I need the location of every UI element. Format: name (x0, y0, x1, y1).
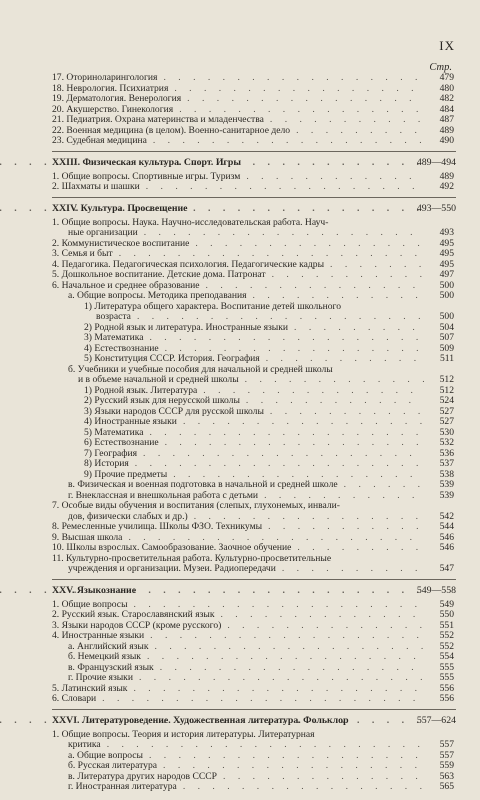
entry-page: 551 (439, 619, 454, 631)
entry-page: 539 (439, 489, 454, 501)
leader-dots (146, 182, 424, 193)
leader-dots (143, 449, 424, 460)
section-page-range: 557—624 (416, 714, 456, 726)
entry-page: 557 (439, 749, 454, 761)
section-title: XXV. Языкознание (52, 584, 137, 596)
leader-dots (149, 751, 424, 762)
entry-page: 536 (439, 447, 454, 459)
toc-entry (0, 449, 480, 460)
entry-page: 507 (439, 332, 454, 343)
section-heading (0, 715, 480, 727)
entry-page: 557 (439, 739, 454, 750)
page-number: IX (439, 38, 455, 53)
toc-entry (0, 354, 480, 365)
entry-title: 4) Естествознание (84, 342, 159, 354)
entry-page: 546 (439, 531, 454, 543)
section-title: XXVI. Литературоведение. Художественная литература. Фольклор (52, 714, 349, 726)
entry-title: 3. Языки народов СССР (кроме русского) (52, 619, 222, 631)
leader-dots (294, 323, 424, 334)
entry-title: 4) Иностранные языки (84, 416, 177, 427)
section-title: XXIII. Физическая культура. Спорт. Игры (52, 156, 241, 168)
entry-title: 2. Коммунистическое воспитание (52, 237, 190, 249)
entry-title: а. Общие вопросы. Методика преподавания (68, 290, 247, 301)
entry-title: 9. Высшая школа (52, 531, 123, 543)
leader-dots (268, 522, 424, 533)
entry-title: 2) Русский язык для нерусской школы (84, 395, 240, 406)
leader-dots (107, 740, 424, 751)
page-column-header: Стр. (429, 62, 452, 73)
toc-entry (0, 564, 480, 575)
leader-dots (160, 663, 424, 674)
entry-page: 511 (439, 353, 454, 364)
toc-entry (0, 740, 480, 751)
table-of-contents (0, 73, 480, 793)
leader-dots (155, 642, 424, 653)
section-heading (0, 157, 480, 169)
entry-title: 5. Латинский язык (52, 682, 128, 694)
entry-title: 6. Начальное и среднее образование (52, 279, 200, 291)
leader-dots (344, 480, 424, 491)
entry-page: 489 (439, 124, 454, 136)
entry-title: 6. Словари (52, 693, 97, 704)
entry-title: 9) Прочие предметы (84, 468, 168, 480)
leader-dots (150, 631, 424, 642)
entry-page: 549 (439, 598, 454, 610)
leader-dots (330, 260, 424, 271)
section-page-range: 489—494 (416, 156, 456, 168)
entry-title: г. Внеклассная и внешкольная работа с детьми (68, 489, 259, 501)
entry-page: 552 (439, 630, 454, 641)
entry-page: 492 (439, 181, 454, 192)
section-page-range: 493—550 (416, 202, 456, 214)
toc-entry (0, 610, 480, 621)
toc-entry (0, 302, 480, 313)
toc-entry (0, 782, 480, 793)
entry-page: 497 (439, 269, 454, 280)
entry-page: 539 (439, 479, 454, 490)
toc-entry (0, 407, 480, 418)
leader-dots (0, 715, 424, 726)
leader-dots (245, 375, 424, 386)
section-divider (52, 197, 456, 199)
entry-page: 495 (439, 248, 454, 259)
entry-page: 544 (439, 521, 454, 532)
section-heading (0, 585, 480, 597)
entry-title: 2) Родной язык и литература. Иностранные языки (84, 321, 289, 333)
entry-page: 479 (439, 72, 454, 83)
entry-title: 23. Судебная медицина (52, 135, 147, 146)
entry-title: 17. Оториноларингология (52, 72, 158, 83)
leader-dots (0, 157, 424, 168)
entry-title: 11. Культурно-просветительная работа. Культурно-просветительные (52, 552, 332, 564)
entry-title: 6) Естествознание (84, 437, 159, 448)
toc-entry (0, 543, 480, 554)
toc-entry (0, 417, 480, 428)
leader-dots (270, 115, 424, 126)
entry-title: 5) Математика (84, 426, 144, 438)
leader-dots (183, 417, 424, 428)
entry-page: 542 (439, 510, 454, 522)
entry-title: возраста (96, 311, 131, 322)
toc-entry (0, 438, 480, 449)
section-page-range: 549—558 (416, 584, 456, 596)
entry-page: 484 (439, 103, 454, 115)
leader-dots (102, 694, 424, 705)
entry-page: 527 (439, 405, 454, 417)
entry-title: а. Английский язык (68, 640, 149, 652)
entry-page: 565 (439, 781, 454, 792)
section-heading (0, 203, 480, 215)
toc-entry (0, 365, 480, 376)
entry-page: 527 (439, 416, 454, 427)
entry-page: 538 (439, 468, 454, 480)
entry-page: 500 (439, 279, 454, 291)
entry-page: 524 (439, 395, 454, 406)
leader-dots (135, 459, 424, 470)
entry-page: 509 (439, 342, 454, 354)
entry-title: 1. Общие вопросы. Спортивные игры. Туризм (52, 170, 241, 182)
entry-title: в. Французский язык (68, 661, 154, 673)
toc-entry (0, 386, 480, 397)
entry-title: 10. Школы взрослых. Самообразование. Заочное обучение (52, 542, 292, 553)
toc-entry (0, 673, 480, 684)
entry-page: 512 (439, 384, 454, 396)
leader-dots (183, 782, 424, 793)
entry-title: ные организации (68, 227, 138, 238)
leader-dots (246, 396, 424, 407)
entry-page: 537 (439, 458, 454, 469)
entry-page: 530 (439, 426, 454, 438)
entry-page: 487 (439, 114, 454, 125)
toc-entry (0, 761, 480, 772)
toc-entry (0, 323, 480, 334)
leader-dots (296, 126, 424, 137)
entry-title: б. Немецкий язык (68, 651, 141, 662)
entry-title: г. Прочие языки (68, 672, 133, 683)
entry-page: 500 (439, 311, 454, 322)
entry-title: в. Физическая и военная подготовка в начальной и средней школе (68, 479, 338, 490)
leader-dots (246, 172, 424, 183)
leader-dots (223, 772, 424, 783)
leader-dots (150, 428, 425, 439)
entry-title: и в объеме начальной и средней школы (78, 374, 239, 385)
leader-dots (163, 73, 424, 84)
entry-title: 8) История (84, 458, 129, 469)
leader-dots (174, 84, 424, 95)
entry-page: 559 (439, 760, 454, 771)
leader-dots (133, 684, 424, 695)
entry-title: 2. Шахматы и шашки (52, 181, 140, 192)
entry-title: 4. Педагогика. Педагогическая психология. Педагогические кадры (52, 258, 325, 270)
entry-title: 2. Русский язык. Старославянский язык (52, 609, 215, 620)
leader-dots (187, 94, 424, 105)
leader-dots (139, 673, 424, 684)
leader-dots (270, 407, 424, 418)
toc-entry (0, 228, 480, 239)
leader-dots (272, 270, 424, 281)
toc-entry (0, 652, 480, 663)
entry-page: 495 (439, 258, 454, 270)
toc-entry (0, 291, 480, 302)
entry-title: критика (68, 739, 101, 750)
toc-entry (0, 333, 480, 344)
entry-title: 22. Военная медицина (в целом). Военно-санитарное дело (52, 124, 291, 136)
entry-page: 490 (439, 135, 454, 146)
leader-dots (221, 610, 425, 621)
toc-entry (0, 270, 480, 281)
section-divider (52, 709, 456, 711)
leader-dots (150, 333, 425, 344)
entry-title: 19. Дерматология. Венерология (52, 93, 182, 104)
entry-title: г. Иностранная литература (68, 781, 177, 792)
entry-page: 512 (439, 374, 454, 385)
leader-dots (153, 136, 424, 147)
toc-entry (0, 694, 480, 705)
entry-page: 493 (439, 227, 454, 238)
entry-title: 5) Конституция СССР. История. География (84, 353, 260, 364)
entry-title: 3) Математика (84, 332, 144, 343)
toc-entry (0, 94, 480, 105)
toc-entry (0, 522, 480, 533)
entry-page: 480 (439, 82, 454, 94)
entry-page: 500 (439, 290, 454, 301)
toc-entry (0, 375, 480, 386)
entry-title: 1. Общие вопросы. Теория и история литературы. Литературная (52, 728, 315, 740)
toc-entry (0, 182, 480, 193)
entry-page: 555 (439, 661, 454, 673)
toc-entry (0, 459, 480, 470)
leader-dots (195, 239, 424, 250)
toc-entry (0, 73, 480, 84)
entry-title: в. Литература других народов СССР (68, 770, 218, 782)
entry-title: б. Русская литература (68, 760, 158, 771)
entry-title: учреждения и организации. Музеи. Радиопередачи (68, 563, 276, 574)
entry-title: 4. Иностранные языки (52, 630, 145, 641)
toc-entry (0, 136, 480, 147)
entry-page: 552 (439, 640, 454, 652)
entry-page: 495 (439, 237, 454, 249)
entry-page: 563 (439, 770, 454, 782)
entry-title: 18. Неврология. Психиатрия (52, 82, 169, 94)
entry-page: 556 (439, 693, 454, 704)
section-divider (52, 151, 456, 153)
leader-dots (0, 203, 424, 214)
section-divider (52, 579, 456, 581)
entry-page: 554 (439, 651, 454, 662)
leader-dots (144, 228, 424, 239)
leader-dots (282, 564, 424, 575)
entry-title: 1) Литература общего характера. Воспитание детей школьного (84, 300, 342, 312)
entry-title: дов, физически слабых и др.) (68, 510, 188, 522)
entry-title: 5. Дошкольное воспитание. Детские дома. Патронат (52, 269, 266, 280)
toc-entry (0, 249, 480, 260)
entry-title: а. Общие вопросы (68, 749, 143, 761)
leader-dots (266, 354, 424, 365)
toc-entry (0, 396, 480, 407)
leader-dots (163, 761, 424, 772)
leader-dots (227, 621, 424, 632)
entry-page: 546 (439, 542, 454, 553)
entry-title: 1. Общие вопросы. Наука. Научно-исследовательская работа. Науч- (52, 216, 329, 228)
entry-page: 504 (439, 321, 454, 333)
leader-dots (0, 585, 424, 596)
toc-entry (0, 312, 480, 323)
toc-entry (0, 428, 480, 439)
leader-dots (119, 249, 424, 260)
entry-title: 3. Семья и быт (52, 248, 113, 259)
entry-page: 482 (439, 93, 454, 104)
entry-page: 556 (439, 682, 454, 694)
entry-title: 21. Педиатрия. Охрана материнства и младенчества (52, 114, 264, 125)
entry-page: 489 (439, 170, 454, 182)
entry-title: 1. Общие вопросы (52, 598, 128, 610)
entry-title: 7) География (84, 447, 138, 459)
toc-entry (0, 115, 480, 126)
leader-dots (165, 438, 424, 449)
leader-dots (253, 291, 424, 302)
entry-title: 7. Особые виды обучения и воспитания (слепых, глухонемых, инвали- (52, 500, 340, 511)
toc-entry (0, 501, 480, 512)
leader-dots (297, 543, 424, 554)
leader-dots (147, 652, 424, 663)
entry-title: 3) Языки народов СССР для русской школы (84, 405, 264, 417)
entry-title: 20. Акушерство. Гинекология (52, 103, 174, 115)
toc-entry (0, 631, 480, 642)
entry-title: 1) Родной язык. Литература (84, 384, 198, 396)
entry-title: 8. Ремесленные училища. Школы ФЗО. Техникумы (52, 521, 263, 532)
entry-title: б. Учебники и учебные пособия для начальной и средней школы (68, 363, 333, 375)
entry-page: 550 (439, 609, 454, 620)
leader-dots (137, 312, 424, 323)
section-title: XXIV. Культура. Просвещение (52, 202, 188, 214)
toc-entry (0, 480, 480, 491)
entry-page: 555 (439, 672, 454, 683)
entry-page: 532 (439, 437, 454, 448)
entry-page: 547 (439, 563, 454, 574)
